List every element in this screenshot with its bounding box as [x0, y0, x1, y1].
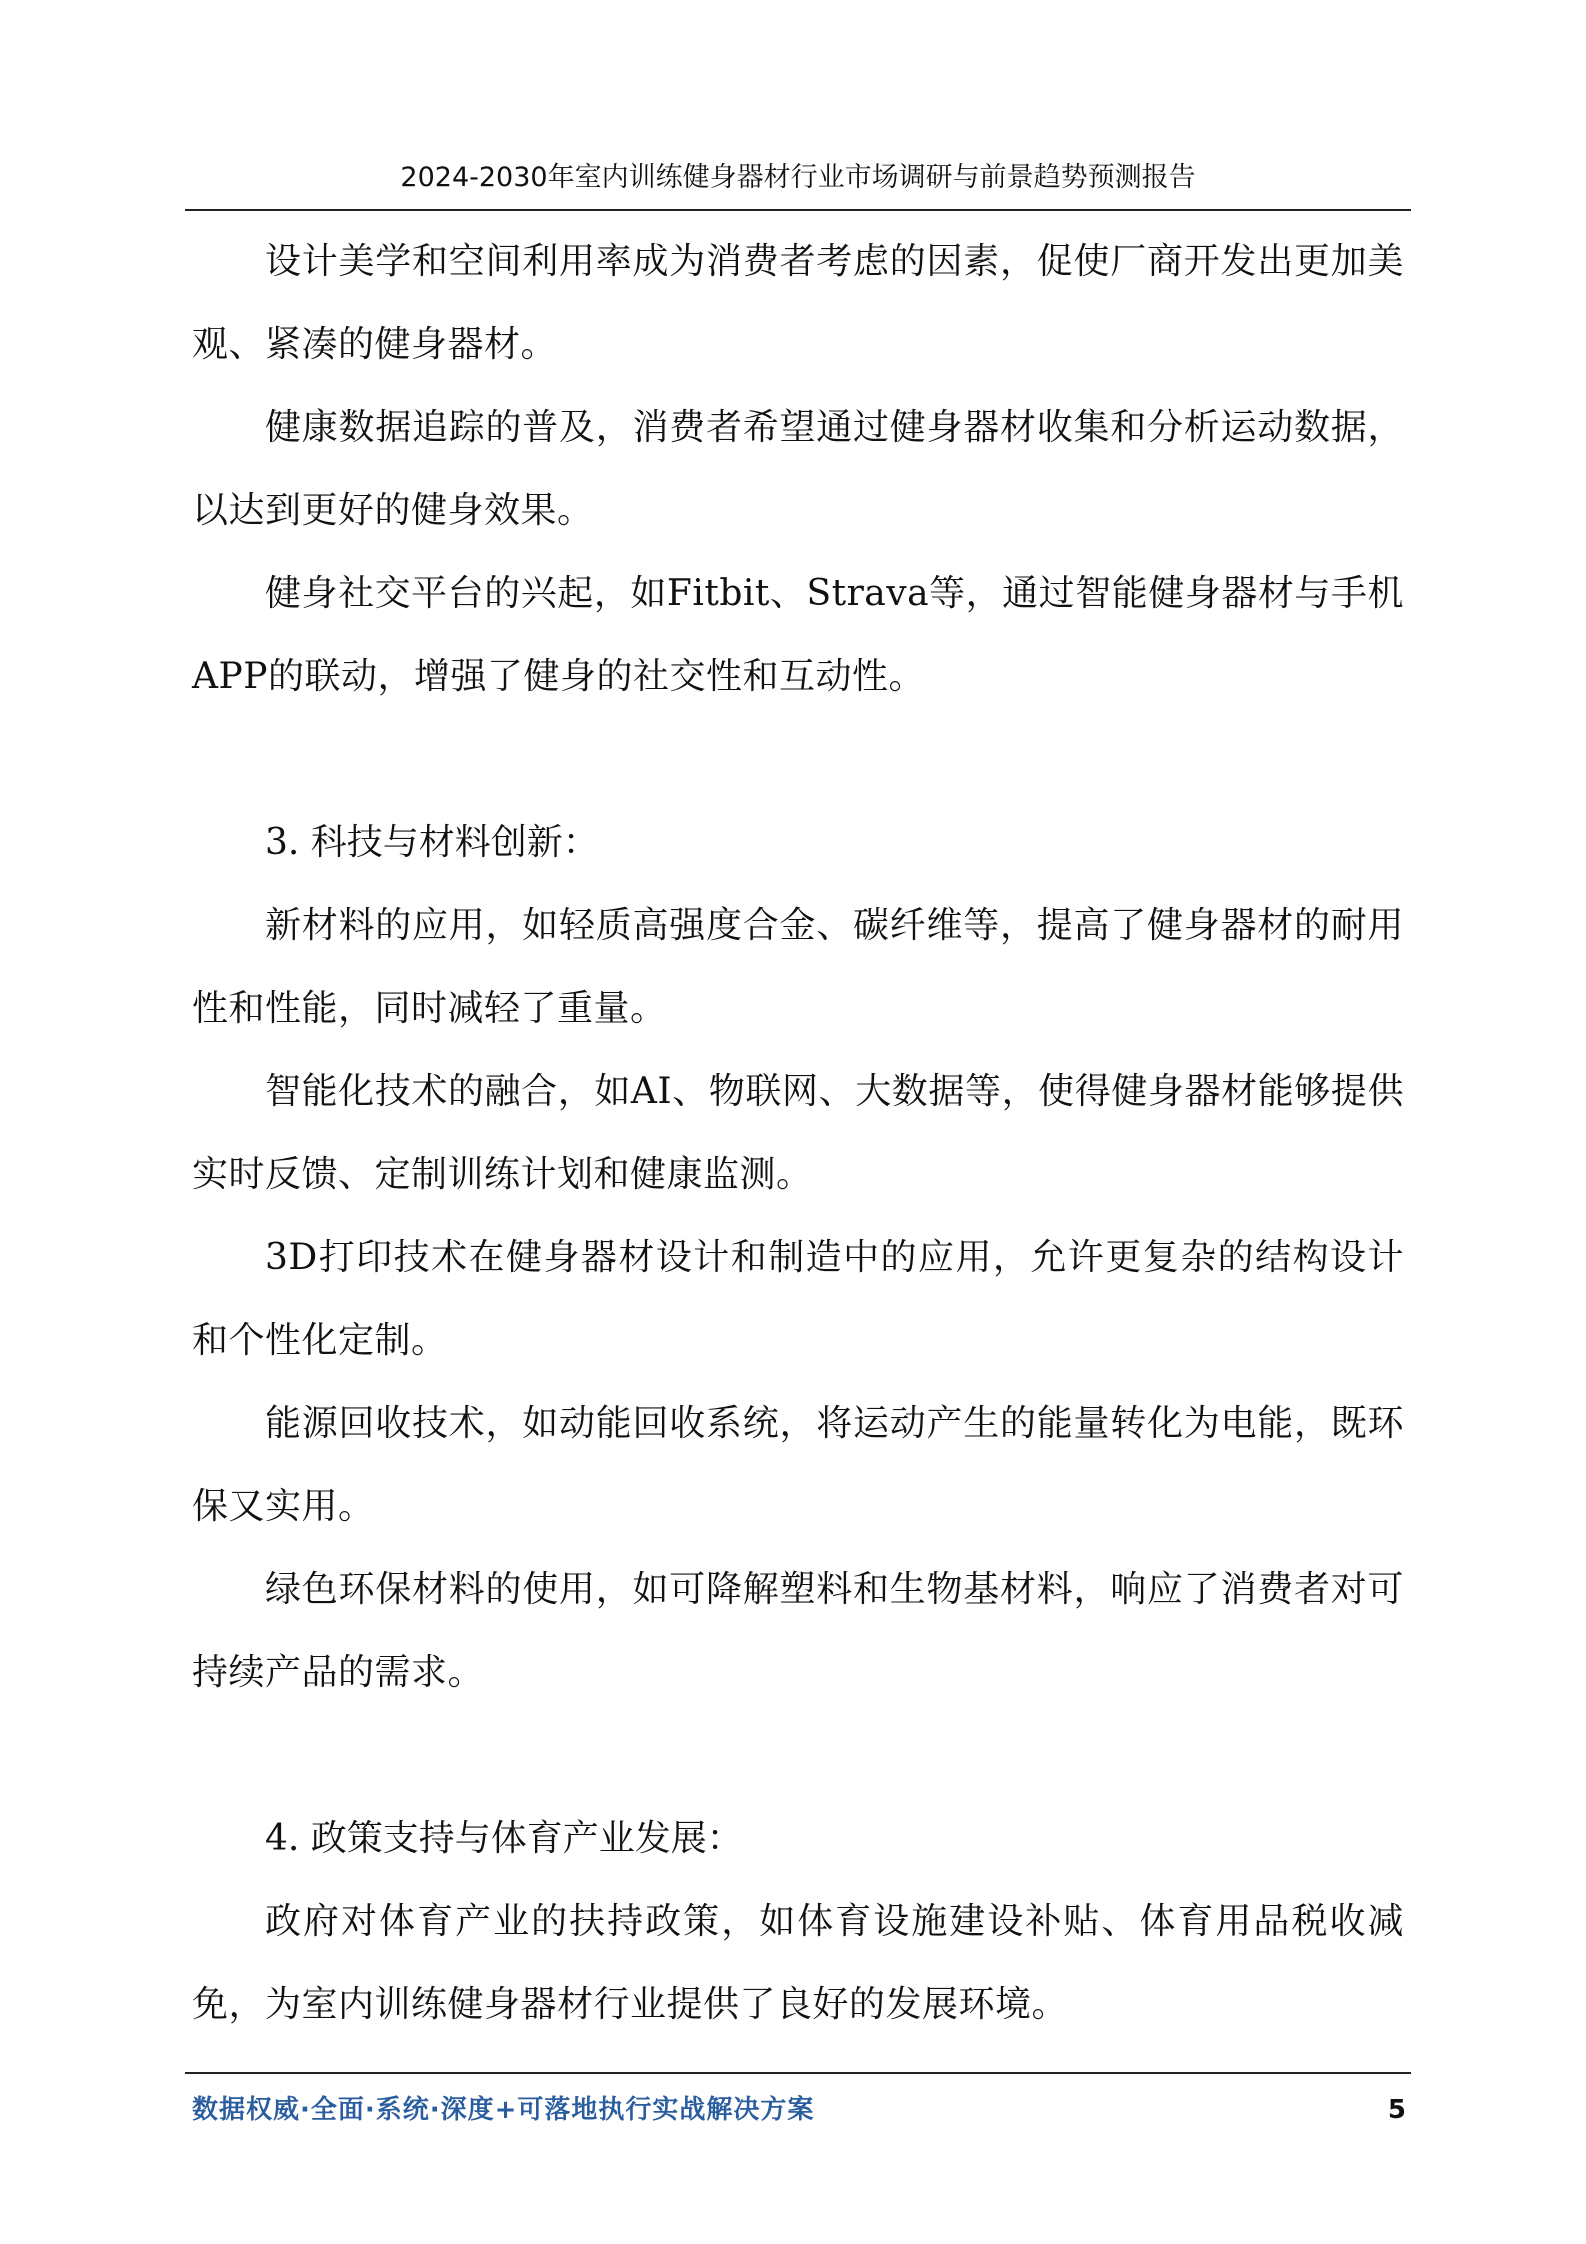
paragraph-fitness-social-platforms: 健身社交平台的兴起，如Fitbit、Strava等，通过智能健身器材与手机APP的联动，增强了健身的社交性和互动性。 — [192, 573, 1404, 697]
section-3-heading: 3. 科技与材料创新： — [265, 822, 599, 863]
section-spacer — [192, 718, 1404, 801]
page-number: 5 — [1387, 2095, 1406, 2125]
footer-divider — [185, 2072, 1411, 2074]
page-header-title: 2024-2030年室内训练健身器材行业市场调研与前景趋势预测报告 — [400, 162, 1196, 193]
paragraph-smart-technology: 智能化技术的融合，如AI、物联网、大数据等，使得健身器材能够提供实时反馈、定制训练计划和健康监测。 — [192, 1071, 1404, 1195]
footer-slogan: 数据权威·全面·系统·深度+可落地执行实战解决方案 — [192, 2095, 815, 2125]
paragraph-energy-recovery: 能源回收技术，如动能回收系统，将运动产生的能量转化为电能，既环保又实用。 — [192, 1403, 1404, 1527]
section-4-heading: 4. 政策支持与体育产业发展： — [265, 1818, 743, 1859]
section-spacer — [192, 1714, 1404, 1797]
paragraph-green-materials: 绿色环保材料的使用，如可降解塑料和生物基材料，响应了消费者对可持续产品的需求。 — [192, 1569, 1404, 1693]
paragraph-government-policy: 政府对体育产业的扶持政策，如体育设施建设补贴、体育用品税收减免，为室内训练健身器材行业提供了良好的发展环境。 — [192, 1901, 1404, 2025]
paragraph-design-aesthetics: 设计美学和空间利用率成为消费者考虑的因素，促使厂商开发出更加美观、紧凑的健身器材。 — [192, 241, 1404, 365]
paragraph-3d-printing: 3D打印技术在健身器材设计和制造中的应用，允许更复杂的结构设计和个性化定制。 — [192, 1237, 1404, 1361]
paragraph-health-data-tracking: 健康数据追踪的普及，消费者希望通过健身器材收集和分析运动数据，以达到更好的健身效果。 — [192, 407, 1404, 531]
paragraph-new-materials: 新材料的应用，如轻质高强度合金、碳纤维等，提高了健身器材的耐用性和性能，同时减轻了重量。 — [192, 905, 1404, 1029]
header-divider — [185, 209, 1411, 211]
document-body — [192, 220, 1404, 2046]
